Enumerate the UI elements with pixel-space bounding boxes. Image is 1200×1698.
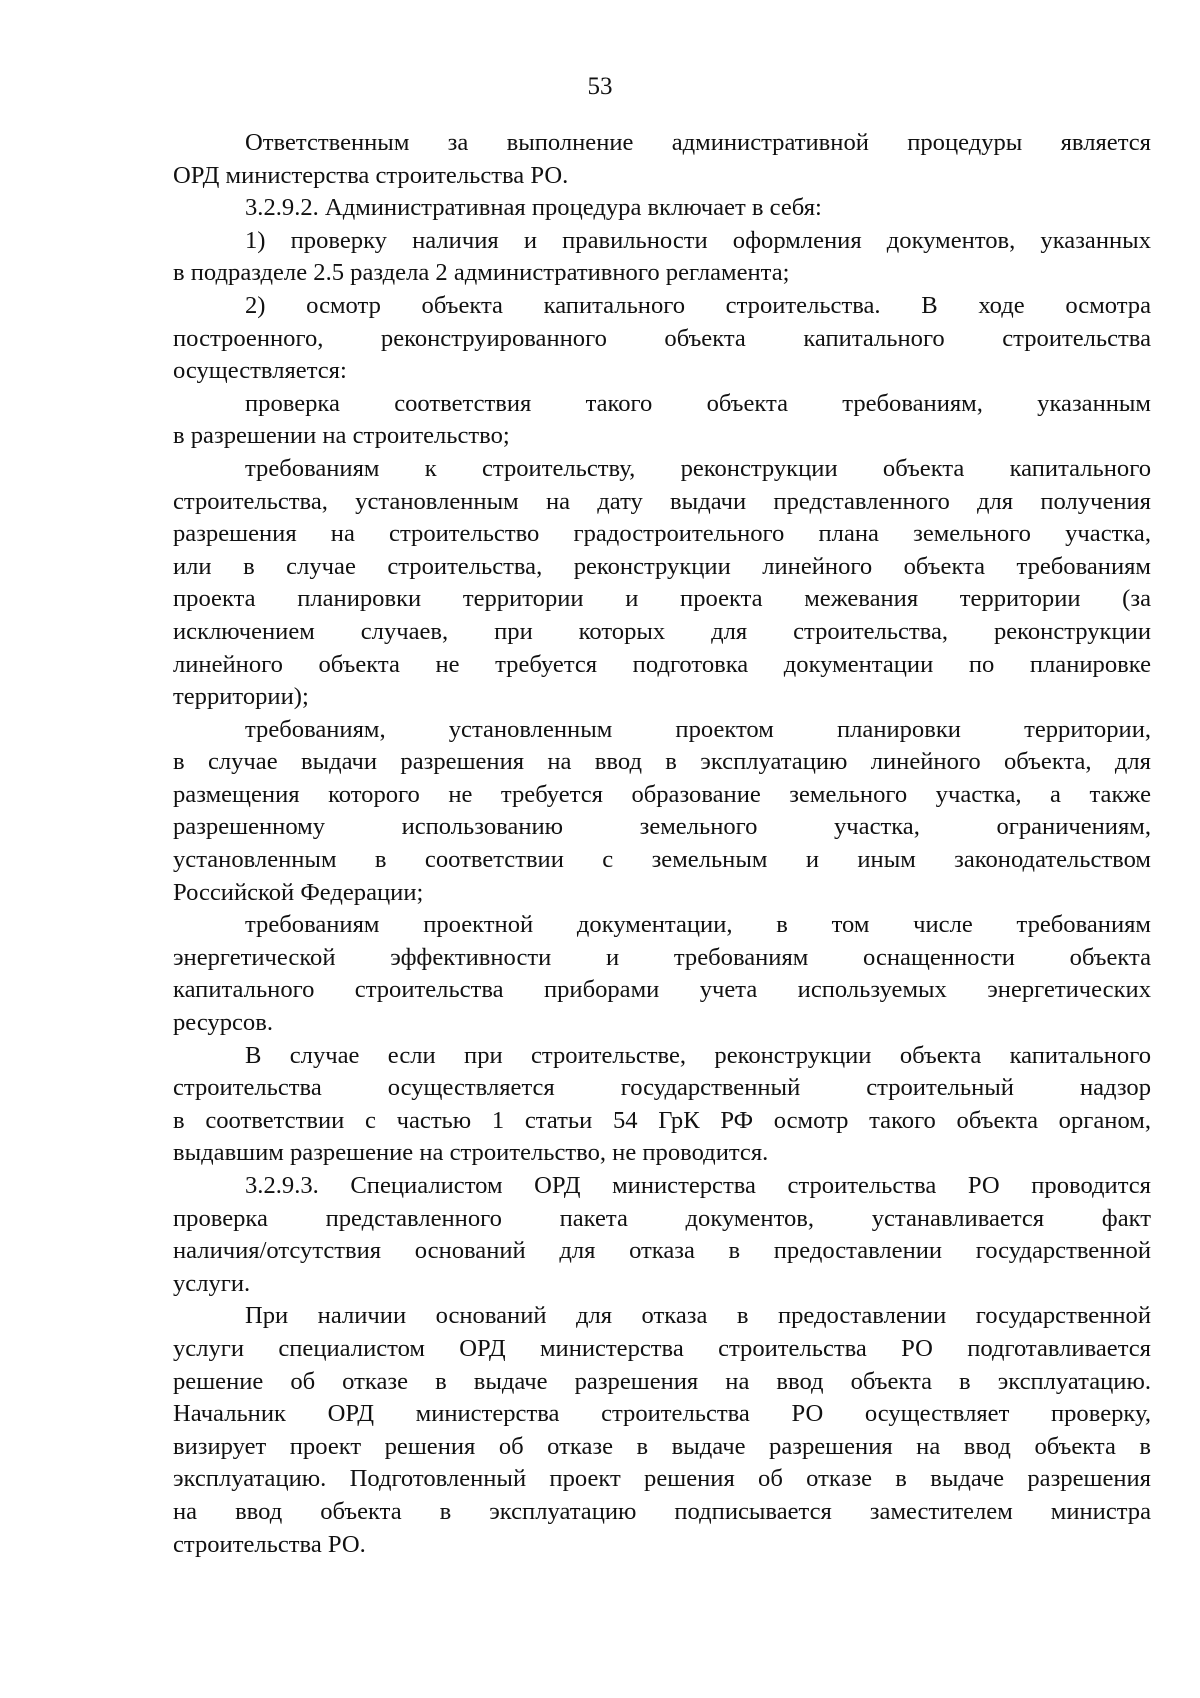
text-line: установленным в соответствии с земельным и иным законодательством — [173, 846, 1151, 874]
text-line: услуги специалистом ОРД министерства строительства РО подготавливается — [173, 1334, 1151, 1362]
text-line: требованиям проектной документации, в том числе требованиям — [245, 911, 1151, 939]
text-line: строительства РО. — [173, 1530, 366, 1558]
text-line: Начальник ОРД министерства строительства РО осуществляет проверку, — [173, 1400, 1151, 1428]
text-line: проекта планировки территории и проекта межевания территории (за — [173, 585, 1151, 613]
text-line: решение об отказе в выдаче разрешения на ввод объекта в эксплуатацию. — [173, 1367, 1151, 1395]
text-line: в разрешении на строительство; — [173, 422, 510, 450]
document-body — [173, 127, 1151, 1561]
text-line: в случае выдачи разрешения на ввод в эксплуатацию линейного объекта, для — [173, 748, 1151, 776]
text-line: линейного объекта не требуется подготовка документации по планировке — [173, 650, 1151, 678]
text-line: в соответствии с частью 1 статьи 54 ГрК РФ осмотр такого объекта органом, — [173, 1106, 1151, 1134]
text-line: территории); — [173, 683, 309, 711]
text-line: размещения которого не требуется образование земельного участка, а также — [173, 780, 1151, 808]
paragraph — [173, 290, 1151, 388]
text-line: разрешенному использованию земельного участка, ограничениям, — [173, 813, 1151, 841]
text-line: разрешения на строительство градостроительного плана земельного участка, — [173, 520, 1151, 548]
page-number: 53 — [587, 73, 613, 100]
paragraph — [173, 453, 1151, 714]
text-line: требованиям к строительству, реконструкции объекта капитального — [245, 454, 1151, 482]
text-line: визирует проект решения об отказе в выдаче разрешения на ввод объекта в — [173, 1432, 1151, 1460]
text-line: 3.2.9.3. Специалистом ОРД министерства строительства РО проводится — [245, 1172, 1151, 1199]
paragraph — [173, 1170, 1151, 1300]
paragraph — [173, 127, 1151, 192]
text-line: на ввод объекта в эксплуатацию подписывается заместителем министра — [173, 1497, 1151, 1525]
text-line: энергетической эффективности и требованиям оснащенности объекта — [173, 943, 1151, 971]
text-line: 3.2.9.2. Административная процедура включает в себя: — [245, 194, 822, 222]
paragraph — [173, 909, 1151, 1039]
paragraph — [173, 388, 1151, 453]
paragraph — [173, 1300, 1151, 1561]
text-line: построенного, реконструированного объекта капитального строительства — [173, 324, 1151, 352]
text-line: проверка соответствия такого объекта требованиям, указанным — [245, 389, 1151, 417]
text-line: 2) осмотр объекта капитального строительства. В ходе осмотра — [245, 291, 1151, 319]
paragraph — [173, 225, 1151, 290]
text-line: Ответственным за выполнение административной процедуры является — [245, 129, 1151, 156]
text-line: При наличии оснований для отказа в предоставлении государственной — [245, 1302, 1151, 1330]
text-line: осуществляется: — [173, 357, 347, 385]
text-line: исключением случаев, при которых для строительства, реконструкции — [173, 617, 1151, 645]
text-line: или в случае строительства, реконструкции линейного объекта требованиям — [173, 552, 1151, 580]
text-line: услуги. — [173, 1269, 251, 1297]
text-line: требованиям, установленным проектом планировки территории, — [245, 715, 1151, 743]
paragraph — [173, 192, 1151, 225]
text-line: капитального строительства приборами учета используемых энергетических — [173, 976, 1151, 1004]
text-line: строительства, установленным на дату выдачи представленного для получения — [173, 487, 1151, 515]
text-line: Российской Федерации; — [173, 878, 424, 906]
text-line: проверка представленного пакета документов, устанавливается факт — [173, 1204, 1151, 1232]
text-line: 1) проверку наличия и правильности оформления документов, указанных — [245, 226, 1151, 254]
text-line: В случае если при строительстве, реконструкции объекта капитального — [245, 1041, 1151, 1069]
text-line: наличия/отсутствия оснований для отказа в предоставлении государственной — [173, 1237, 1151, 1265]
paragraph — [173, 1040, 1151, 1170]
text-line: ОРД министерства строительства РО. — [173, 161, 569, 189]
text-line: ресурсов. — [173, 1009, 273, 1037]
text-line: в подразделе 2.5 раздела 2 административного регламента; — [173, 259, 790, 287]
text-line: выдавшим разрешение на строительство, не проводится. — [173, 1139, 769, 1167]
text-line: строительства осуществляется государственный строительный надзор — [173, 1074, 1151, 1102]
text-line: эксплуатацию. Подготовленный проект решения об отказе в выдаче разрешения — [173, 1465, 1151, 1493]
paragraph — [173, 714, 1151, 910]
